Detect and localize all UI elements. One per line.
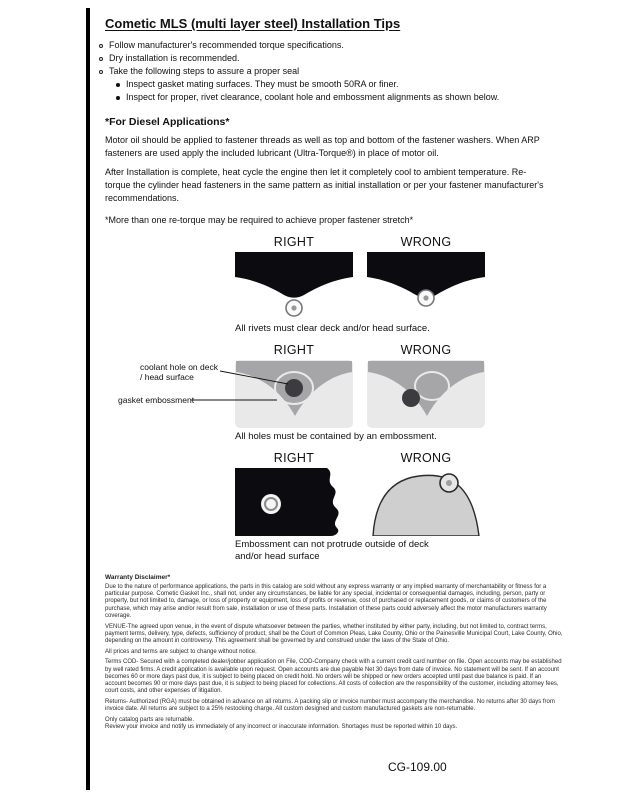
open-bullet-icon <box>99 70 103 74</box>
list-item <box>98 91 568 104</box>
retorque-note: *More than one re-torque may be required to achieve proper fastener stretch* <box>105 215 414 225</box>
warranty-paragraph: Only catalog parts are returnable. <box>105 716 195 723</box>
diagram-row-holes <box>96 343 568 443</box>
page-title: Cometic MLS (multi layer steel) Installation Tips <box>105 16 401 31</box>
coolant-embossment-wrong-diagram <box>367 360 485 428</box>
tip-text: Inspect for proper, rivet clearance, coolant hole and embossment alignments as shown below. <box>126 92 500 102</box>
right-column-label: RIGHT <box>273 235 315 249</box>
diesel-section <box>105 116 568 227</box>
warranty-paragraph: Returns- Authorized (RGA) must be obtained in advance on all returns. A packing slip or invoice number must accompany the merchandise. No returns after 30 days from invoice date. All returns are subject to a 25% restocking charge. All custom designed and custom manufactured gaskets are non-returnable. <box>105 698 555 713</box>
diagram-section <box>96 235 568 563</box>
filled-bullet-icon <box>116 96 120 100</box>
right-column-label: RIGHT <box>273 343 315 357</box>
diagram-row-rivets <box>96 235 568 335</box>
coolant-hole-label: coolant hole on deck / head surface <box>140 362 218 382</box>
page-left-border <box>86 8 90 790</box>
page-number: CG-109.00 <box>388 760 447 774</box>
tip-text: Take the following steps to assure a proper seal <box>109 66 300 76</box>
diesel-paragraph-1: Motor oil should be applied to fastener threads as well as top and bottom of the fastener washers. When ARP fasteners are used apply the included lubricant (Ultra-Torque®) in place of motor oil. <box>105 135 540 158</box>
diagram-row-embossment <box>96 451 568 563</box>
diesel-paragraph-2: After Installation is complete, heat cycle the engine then let it completely cool to ambient temperature. Re-torque the cylinder head fasteners in the same pattern as initial installation or per your fastener manufacturer's recommendations. <box>105 167 544 203</box>
tip-text: Follow manufacturer's recommended torque specifications. <box>109 40 344 50</box>
filled-bullet-icon <box>116 83 120 87</box>
coolant-embossment-right-diagram <box>235 360 353 428</box>
list-item <box>98 65 568 78</box>
warranty-heading: Warranty Disclaimer* <box>105 574 171 581</box>
page-content <box>96 16 568 571</box>
diagram-caption: Embossment can not protrude outside of deck and/or head surface <box>235 539 429 562</box>
rivet-clearance-right-diagram <box>235 252 353 320</box>
wrong-column-label: WRONG <box>400 235 452 249</box>
tip-text: Inspect gasket mating surfaces. They must be smooth 50RA or finer. <box>126 79 399 89</box>
diagram-caption: All rivets must clear deck and/or head surface. <box>235 323 430 334</box>
tip-text: Dry installation is recommended. <box>109 53 240 63</box>
diagram-caption: All holes must be contained by an embossment. <box>235 431 437 442</box>
list-item <box>98 39 568 52</box>
gasket-embossment-label: gasket embossment <box>118 395 195 405</box>
wrong-column-label: WRONG <box>400 451 452 465</box>
warranty-paragraph: All prices and terms are subject to change without notice. <box>105 648 257 655</box>
embossment-protrusion-right-diagram <box>235 468 353 536</box>
warranty-disclaimer <box>105 574 563 735</box>
warranty-paragraph: VENUE-The agreed upon venue, in the event of dispute whatsoever between the parties, whether instituted by either party, including, but not limited to, contract terms, payment terms, delivery, type, defects, sufficiency of product, shall be the Court of Common Pleas, Lake County, Ohio or the Painesville Municipal Court, Lake County, Ohio, depending on the amount in controversy. This agreement shall be governed by and construed under the laws of the State of Ohio. <box>105 623 563 644</box>
embossment-protrusion-wrong-diagram <box>367 468 485 536</box>
rivet-clearance-wrong-diagram <box>367 252 485 320</box>
warranty-paragraph: Due to the nature of performance applications, the parts in this catalog are sold without any express warranty or any implied warranty of merchantability or fitness for a particular purpose. Cometic Gasket Inc., shall not, under any circumstances, be liable for any special, incidental or consequential damages, including, person, party or property, but not limited to, damage, or loss of property or equipment, loss of profits or revenue, cost of purchased or replacement goods, or claims of customers of the purchase, which may arise and/or result from sale, installation or use of these parts. Installation of these parts could adversely affect the motor manufacturers warranty coverage. <box>105 584 547 619</box>
list-item <box>98 52 568 65</box>
list-item <box>98 78 568 91</box>
diesel-heading: *For Diesel Applications* <box>105 116 230 128</box>
wrong-column-label: WRONG <box>400 343 452 357</box>
right-column-label: RIGHT <box>273 451 315 465</box>
warranty-paragraph: Review your invoice and notify us immediately of any incorrect or inaccurate information. Shortages must be reported within 10 days. <box>105 723 458 730</box>
open-bullet-icon <box>99 44 103 48</box>
warranty-paragraph: Terms COD- Secured with a completed dealer/jobber application on File, COD-Company check with a current credit card number on file. Open accounts may be established by well rated firms. A credit application is available upon request. Open accounts are due payable Net 30 days from date of invoice. No statement will be sent. If an account becomes 60 or more days past due, it is subject to being placed on credit hold. No orders will be shipped or new orders accepted until past due balance is paid. If an account becomes 90 or more days past due, it is subject to being placed for collections. All costs of collection are the responsibility of the customer, including attorney fees, court costs, and other expenses of litigation. <box>105 659 562 695</box>
open-bullet-icon <box>99 57 103 61</box>
tips-list <box>98 39 568 104</box>
